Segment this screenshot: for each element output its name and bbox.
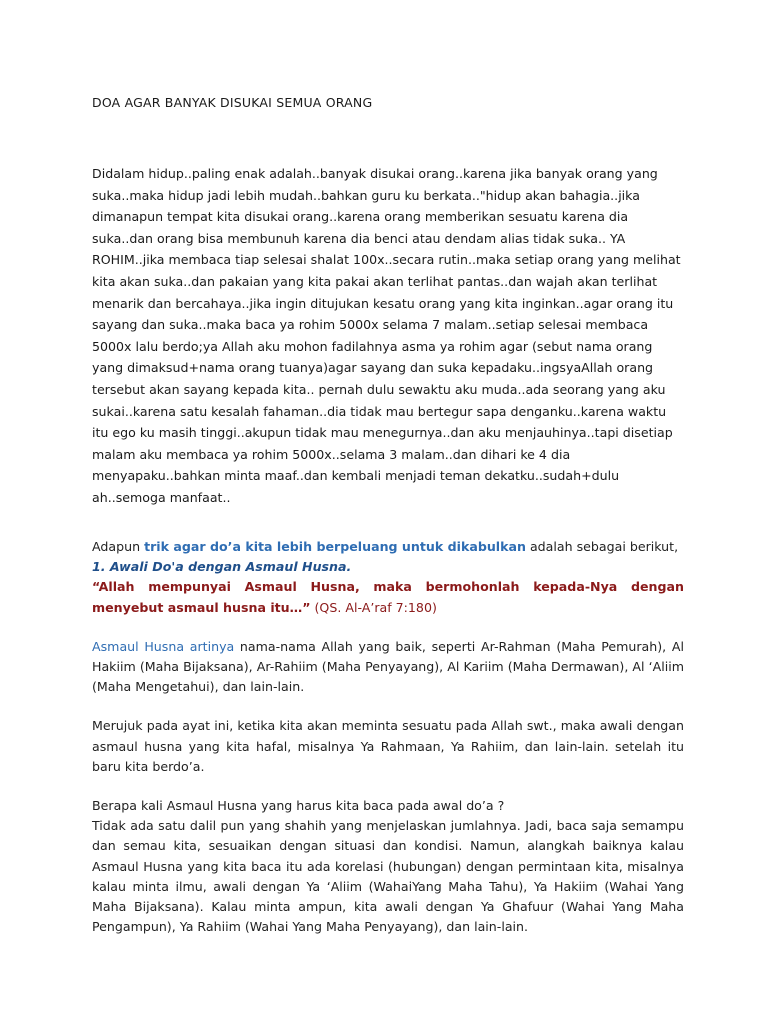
spacer <box>92 618 684 637</box>
quote-reference: (QS. Al-A’raf 7:180) <box>310 599 437 615</box>
answer-paragraph: Tidak ada satu dalil pun yang shahih yang menjelaskan jumlahnya. Jadi, baca saja semampu dan semau kita, sesuaikan dengan situasi dan kondisi. Namun, alangkah baiknya kalau Asmaul Husna yang kita baca itu ada korelasi (hubungan) dengan permintaan kita, misalnya kalau minta ilmu, awali dengan Ya ‘Aliim (WahaiYang Maha Tahu), Ya Hakiim (Wahai Yang Maha Bijaksana). Kalau minta ampun, kita awali dengan Ya Ghafuur (Wahai Yang Maha Pengampun), Ya Rahiim (Wahai Yang Maha Penyayang), dan lain-lain. <box>92 818 684 935</box>
section-tips <box>92 537 684 937</box>
lead-text-after: adalah sebagai berikut, <box>525 539 679 554</box>
quran-quote <box>92 577 684 617</box>
spacer <box>92 777 684 796</box>
tips-link[interactable]: trik agar do’a kita lebih berpeluang untuk dikabulkan <box>144 539 526 554</box>
point-1-heading: 1. Awali Do'a dengan Asmaul Husna. <box>92 559 352 575</box>
lead-paragraph <box>92 537 684 557</box>
lead-text-before: Adapun <box>92 539 145 554</box>
spacer <box>92 697 684 716</box>
intro-paragraph: Didalam hidup..paling enak adalah..banyak disukai orang..karena jika banyak orang yang suka..maka hidup jadi lebih mudah..bahkan guru ku berkata.."hidup akan bahagia..jika dimanapun tempat kita disukai orang..karena orang memberikan sesuatu karena dia suka..dan orang bisa membunuh karena dia benci atau dendam alias tidak suka.. YA ROHIM..jika membaca tiap selesai shalat 100x..secara rutin..maka setiap orang yang melihat kita akan suka..dan pakaian yang kita pakai akan terlihat pantas..dan wajah akan terlihat menarik dan bercahaya..jika ingin ditujukan kesatu orang yang kita inginkan..agar orang itu sayang dan suka..maka baca ya rohim 5000x selama 7 malam..setiap selesai membaca 5000x lalu berdo;ya Allah aku mohon fadilahnya asma ya rohim agar (sebut nama orang yang dimaksud+nama orang tuanya)agar sayang dan suka kepadaku..ingsyaAllah orang tersebut akan sayang kepada kita.. pernah dulu sewaktu aku muda..ada seorang yang aku sukai..karena satu kesalah fahaman..dia tidak mau bertegur sapa denganku..karena waktu itu ego ku masih tinggi..akupun tidak mau menegurnya..dan aku menjauhinya..tapi disetiap malam aku membaca ya rohim 5000x..selama 3 malam..dan dihari ke 4 dia menyapaku..bahkan minta maaf..dan kembali menjadi teman dekatku..sudah+dulu ah..semoga manfaat.. <box>92 166 681 505</box>
asmaul-husna-paragraph <box>92 637 684 698</box>
merujuk-paragraph: Merujuk pada ayat ini, ketika kita akan meminta sesuatu pada Allah swt., maka awali dengan asmaul husna yang kita hafal, misalnya Ya Rahmaan, Ya Rahiim, dan lain-lain. setelah itu baru kita berdo’a. <box>92 718 684 774</box>
asmaul-husna-link[interactable]: Asmaul Husna artinya <box>92 638 235 654</box>
document-title: DOA AGAR BANYAK DISUKAI SEMUA ORANG <box>92 95 373 110</box>
asmaul-husna-text: nama-nama Allah yang baik, seperti Ar-Rahman (Maha Pemurah), Al Hakiim (Maha Bijaksana), Ar-Rahiim (Maha Penyayang), Al Kariim (Maha Dermawan), Al ‘Aliim (Maha Mengetahui), dan lain-lain. <box>92 638 684 695</box>
quote-text: “Allah mempunyai Asmaul Husna, maka bermohonlah kepada-Nya dengan menyebut asmaul husna itu…” <box>92 579 684 615</box>
question-line: Berapa kali Asmaul Husna yang harus kita baca pada awal do’a ? <box>92 798 505 814</box>
